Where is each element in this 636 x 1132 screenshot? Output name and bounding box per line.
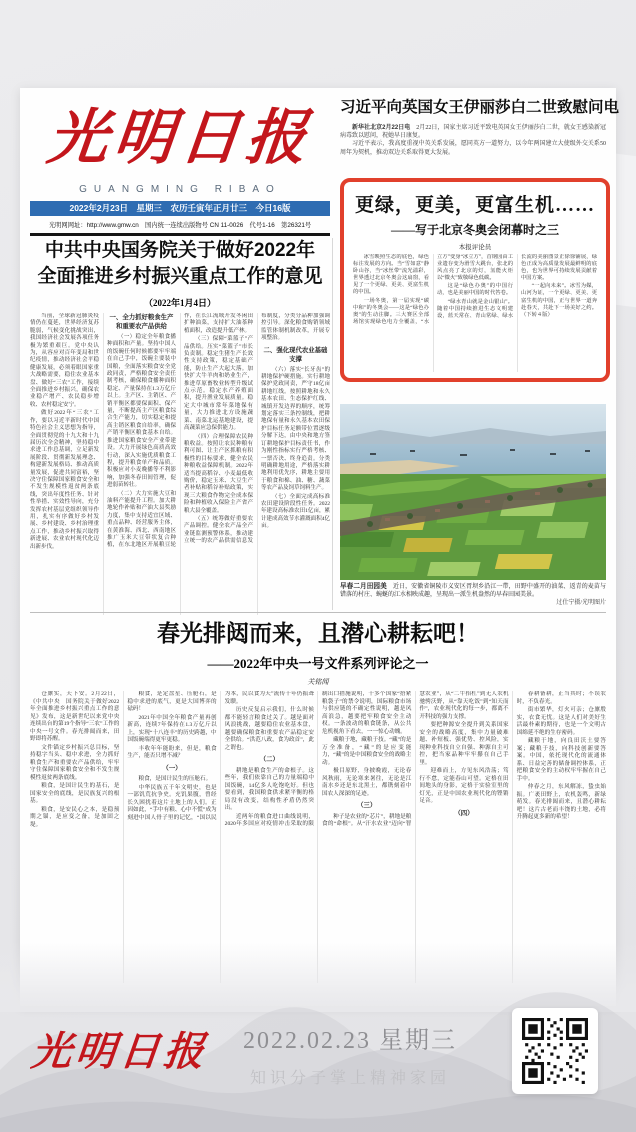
article-paragraph: （三）保障“菜篮子”产品供给。压实“菜篮子”市长负责制。稳定生猪生产长效性支持政策，稳定基础产能，防止生产大起大落。加快扩大牛羊肉和奶业生产，推进草原畜牧业转型升级试点示范。稳定水产养殖面积，提升渔业发展质量。稳定大中城市常年菜地保有量，大力推进北方设施蔬菜、南菜北运基地建设，提高蔬菜应急保供能力。: [184, 336, 253, 432]
photo-caption: [340, 583, 606, 607]
bottom-article-byline: 关铭闻: [307, 678, 329, 686]
masthead-date-bar: 2022年2月23日 星期三 农历壬寅年正月廿三 今日16版: [30, 201, 330, 216]
bottom-article-body: [30, 691, 606, 983]
article-paragraph: 要把种源安全提升到关系国家安全的战略高度，集中力量破难题、补短板、强优势、控风险，实现种业科技自立自强、种源自主可控，把当家品种牢牢攥在自己手里。: [419, 722, 509, 766]
article-paragraph: （一）稳定全年粮食播种面积和产量。坚持中国人的饭碗任何时候都要牢牢端在自己手中，饭碗主要装中国粮，全面落实粮食安全党政同责，严格粮食安全责任制考核，确保粮食播种面积稳定、产量保持在1.3万亿斤以上。主产区、主销区、产销平衡区都要保面积、保产量，不断提高主产区粮食综合生产能力，切实稳定和提高主销区粮食自给率，确保产销平衡区粮食基本自给。推进国家粮食安全产业带建设。大力开展绿色高质高效行动，深入实施优质粮食工程，提升粮食单产和品质。积极应对小麦晚播等不利影响，加强冬春田间管理，促进弱苗转壮。: [107, 334, 176, 489]
box-article-byline: 本报评论员: [458, 244, 492, 251]
masthead-rule: [30, 233, 330, 236]
article-paragraph: 仲春之月，东风解冻，蛰虫始振。广袤田野上，农机轰鸣，新绿萌发。春光排闼而来，且潜心耕耘吧！这片古老而丰饶的土地，必将升腾起更多新的希望！: [516, 784, 606, 820]
qr-code-icon: [522, 1018, 588, 1084]
article-paragraph: 街市繁华，灯火可亲；仓廪殷实，衣食无忧。这是人们对美好生活最朴素的期待，也是一个文明古国绵延不绝的生存密码。: [516, 707, 606, 736]
section-divider: [30, 612, 606, 613]
footer-center: [210, 1020, 490, 1088]
article-subhead: 二、强化现代农业基础支撑: [263, 346, 328, 363]
article-paragraph: “一起向未来”。冰雪为媒，山河为证，一个更绿、更美、更富生机的中国，正与世界一道奔赴春天，共赴下一场美好之约。（下转４版）: [521, 283, 597, 318]
article-rural-revitalization: [30, 238, 330, 615]
box-article-subtitle: ——写于北京冬奥会闭幕时之三: [390, 223, 559, 237]
article-paragraph: 迎难而上，方见东风浩荡；笃行不怠，定能春山可望。定格在田间地头的身影，定格于实验室里的灯光，正是中国农业现代化的铿锵足音。: [419, 768, 509, 804]
masthead-romanized: GUANGMING RIBAO: [79, 184, 281, 195]
section-marker: （一）: [162, 764, 182, 772]
brief-headline: 习近平向英国女王伊丽莎白二世致慰问电: [340, 99, 620, 116]
page-bottom-fade: [0, 942, 636, 1012]
article-paragraph: 粮食，是国计民生的压舱石。: [138, 776, 212, 782]
article-paragraph: 藏粮于地，向良田沃土要答案；藏粮于技，向科技创新要答案。中国，依托现代化的流通体系、日益完善的储备调控体系，正把粮食安全的主动权牢牢握在自己手中。: [516, 738, 606, 782]
article-paragraph: 粮食，是安民心之本，是稳预期之锚，是应变之备，是加固之堤。: [30, 806, 120, 828]
brief-paragraph-1: [340, 124, 606, 140]
article-paragraph: 一场冬奥，第一届实现“碳中和”的冬奥会——这是“绿色办奥”的生动注脚。三大赛区全部场馆实现绿色电力全覆盖，“水立方”变身“冰立方”，首钢园由工业遗存变为滑雪大跳台，张北的风点亮了北京的灯，氢能火炬以“微火”致敬绿色低碳。: [353, 254, 513, 325]
article-paragraph: 耕地是粮食生产的命根子。这些年，我们依靠自己的力量端稳中国饭碗，14亿多人吃饱吃好。但也要看到，我国粮食供求紧平衡的格局没有改变，结构性矛盾仍然突出。: [224, 767, 314, 811]
article-paragraph: 粮食，是定盘星、压舱石，是稳中求进的底气，更是大国博弈的砝码！: [127, 691, 217, 712]
section-marker: （二）: [259, 756, 279, 763]
article-paragraph: 2021年中国全年粮食产量再创新高，连续7年保持在1.3万亿斤以上，实现“十八连丰”的历史跨越，中国饭碗端得更牢更稳。: [127, 714, 217, 743]
article-paragraph: 春耕备耕，正当其时；不误农时，不负春光。: [516, 691, 606, 705]
section-marker: （三）: [357, 802, 377, 809]
section-marker: （四）: [454, 809, 474, 817]
article-paragraph: 藏粮于地，藏粮于技。“藏”的是万全准备，“藏”的是应变能力，“藏”的是中国粮食安全的战略主动。: [321, 737, 412, 766]
article-paragraph: 当前，全球新冠肺炎疫情仍在蔓延，世界经济复苏脆弱，气候变化挑战突出，我国经济社会发展各项任务极为繁重艰巨。党中央认为，从容应对百年变局和世纪疫情，推动经济社会平稳健康发展，必须着眼国家重大战略需要，稳住农业基本盘、做好“三农”工作，接续全面推进乡村振兴，确保农业稳产增产、农民稳步增收、农村稳定安宁。: [30, 313, 99, 408]
photo-credit: 过仕宁摄/光明图片: [556, 600, 606, 606]
article-paragraph: 种子是农业的“芯片”，耕地是粮食的“命根”。从“汗水农业”迈向“智慧农业”，从“二牛抬杠”到无人农机驰骋沃野，从“靠天吃饭”到“知天而作”，农业现代化的每一步，都离不开科技的强力支撑。: [321, 691, 509, 827]
left-article-dateline: （2022年1月4日）: [143, 298, 216, 308]
boxed-commentary-winter-olympics: [340, 178, 610, 382]
brief-body: [340, 124, 606, 157]
brief-text-1: 2月22日，国家主席习近平致电英国女王伊丽莎白二世，就女王感染新冠病毒致以慰问，祝她早日康复。: [340, 125, 606, 140]
article-spring-commentary: [30, 618, 606, 983]
box-article-body: [353, 254, 597, 372]
bottom-article-headline: 春光排闼而来，且潜心耕耘吧！: [157, 620, 479, 646]
article-paragraph: （七）全面完成高标准农田建设阶段性任务。2022年建设高标准农田1亿亩，累计建成高效节水灌溉面积4亿亩。: [261, 493, 330, 530]
article-paragraph: 极目原野，身披晚霞，无论春风秋雨，无论寒来暑往，无论是江南水乡还是东北黑土，都镌刻着中国农人深深的足迹。: [321, 768, 412, 797]
brief-paragraph-2: 习近平表示，我高度重视中英关系发展，愿同英方一道努力，以今年两国建立大使级外交关系50周年为契机，推动双边关系取得更大发展。: [340, 141, 606, 156]
masthead: [30, 94, 330, 236]
left-article-body: [30, 313, 330, 615]
footer-banner: [0, 1006, 636, 1132]
qr-code-card: [512, 1008, 598, 1094]
article-paragraph: 这是“绿色办奥”的中国行动，也是美丽中国的时代答卷。: [437, 283, 513, 297]
bottom-article-subtitle: ——2022年中央一号文件系列评论之一: [207, 656, 429, 671]
footer-logo: 光明日报: [29, 1028, 211, 1075]
article-paragraph: （二）大力实施大豆和油料产能提升工程。加大耕地轮作补贴和产油大县奖励力度，集中支持适宜区域、重点品种、经营服务主体，在黄淮海、西北、西南地区推广玉米大豆带状复合种植，在东北地区开展粮豆轮作，在长江流域开发冬闲田扩种油菜，支持扩大油茶种植面积，改造提升低产林。: [107, 313, 253, 549]
headline-line1: 中共中央国务院关于做好2022年: [44, 240, 316, 261]
footer-tagline: 知识分子掌上精神家园: [249, 1070, 450, 1087]
article-subhead: 一、全力抓好粮食生产和重要农产品供给: [109, 314, 174, 330]
newspaper-page: [20, 88, 620, 1006]
caption-text: 近日，安徽省铜陵市义安区胥坝乡沿江一带，田野中盛开的油菜、返青的麦苗与错落的村庄、蜿蜒的江水相映成趣，呈现出一派生机盎然的早春田园美景。: [340, 584, 606, 598]
article-paragraph: 冰雪映照生态的底色，绿色标注发展的方向。当“雪如意”静卧山谷，当“冰丝带”流光溢彩，世界透过北京冬奥会这扇窗，看见了一个更绿、更美、更富生机的中国。: [353, 254, 429, 296]
article-paragraph: 丰收年年能盼来，但是，粮食生产，能否只增不减？: [127, 745, 217, 759]
caption-title: 早春二月田园美: [340, 583, 387, 590]
right-column: [340, 98, 620, 606]
article-paragraph: （六）落实“长牙齿”的耕地保护硬措施。实行耕地保护党政同责，严守18亿亩耕地红线。按照耕地和永久基本农田、生态保护红线、城镇开发边界的顺序，统筹划定落实三条控制线，把耕地保有量和永久基本农田保护目标任务足额带位置逐级分解下达，由中央和地方签订耕地保护目标责任书，作为刚性指标实行严格考核、一票否决、终身追责。分类明确耕地用途，严格落实耕地利用优先序，耕地主要用于粮食和棉、油、糖、蔬菜等农产品及饲草饲料生产。: [261, 366, 330, 492]
headline-line2: 全面推进乡村振兴重点工作的意见: [37, 266, 323, 287]
footer-date: 2022.02.23 星期三: [243, 1028, 457, 1054]
article-paragraph: “绿水青山就是金山银山”。随着中国持续推进生态文明建设，蓝天常在、青山常绿、绿水长流的美丽图景正徐徐铺展，绿色正成为高质量发展最鲜明的底色，也为世界可持续发展贡献着中国方案。: [437, 254, 597, 319]
article-paragraph: 文件锚定乡村振兴总目标，坚持稳字当头、稳中求进，全力抓好粮食生产和重要农产品供给，牢牢守住保障国家粮食安全和不发生规模性返贫两条底线。: [30, 744, 120, 781]
article-paragraph: 近两年的粮食进口曲线说明，2020年多国应对疫情冲击采取的限制出口措施说明，十多个国家“捂紧粮袋子”的禁令说明，国际粮食市场与供应链的不确定性说明，越是风高浪急，越要把牢粮食安全主动权。一条波动的粮食链条，从公共危机视角下看去，一一惊心动魄。: [224, 691, 412, 827]
article-paragraph: 做好2022年“三农”工作，要以习近平新时代中国特色社会主义思想为指导，全面贯彻党的十九大和十九届历次全会精神，坚持稳中求进工作总基调，立足新发展阶段、贯彻新发展理念、构建新发展格局、推动高质量发展，促进共同富裕，坚决守住保障国家粮食安全和不发生规模性返贫两条底线，突出年度性任务、针对性举措、实效性导向，充分发挥农村基层党组织领导作用，扎实有序做好乡村发展、乡村建设、乡村治理重点工作，推动乡村振兴取得新进展、农业农村现代化迈出新步伐。: [30, 410, 99, 550]
masthead-logo: 光明日报: [44, 103, 316, 173]
box-article-title: 更绿，更美，更富生机……: [354, 195, 595, 216]
article-paragraph: （四）合理保障农民种粮收益。按照让农民种粮有利可图、让主产区抓粮有积极性的目标要求，健全农民种粮收益保障机制。2022年适当提高稻谷、小麦最低收购价，稳定玉米、大豆生产者补贴和稻谷补贴政策，实现三大粮食作物完全成本保险和种植收入保险主产省产粮大县全覆盖。: [184, 433, 253, 514]
article-paragraph: 粮食，是国计民生的基石，是国家安全的底线，是民族复兴的根基。: [30, 783, 120, 804]
column-divider: [332, 238, 333, 610]
brief-dateline: 新华社北京2月22日电: [352, 125, 411, 131]
photo-block: [340, 404, 606, 607]
article-paragraph: 仓廪实，天下安。2月22日，《中共中央 国务院关于做好2022年全面推进乡村振兴重点工作的意见》发布，这是新世纪以来党中央连续出台的第19个指导“三农”工作的中央一号文件。春光排闼而来，田野即将苏醒。: [30, 691, 120, 742]
left-article-headline: [30, 238, 330, 290]
masthead-info-line: 光明网网址：http://www.gmw.cn 国内统一连续出版物号 CN 11-0026 代号1-16 第26321号: [48, 222, 312, 229]
field-photo: [340, 404, 606, 580]
article-paragraph: 中华民族五千年文明史，也是一部饥荒抗争史。充饥果腹，曾经长久困扰着这片土地上的人们。正因如此，“手中有粮、心中不慌”成为刻进中国人骨子里的记忆，“国以民为本，民以食为天”流传千年仍振聋发聩。: [127, 691, 314, 821]
article-paragraph: （五）统筹做好重要农产品调控。健全农产品全产业链监测预警体系，推动建立统一的农产品供需信息发布制度，分类分品种加强调控引导。深化粮食购销领域监管体制机制改革，开展专项整治。: [184, 313, 330, 545]
article-paragraph: 历史反复启示我们，什么时候都不能轻言粮食过关了。越是面对风浪挑战，越要稳住农业基本盘，越要确保粮食和重要农产品稳定安全供给。“洪范八政，食为政首”，此之谓也。: [224, 707, 314, 751]
